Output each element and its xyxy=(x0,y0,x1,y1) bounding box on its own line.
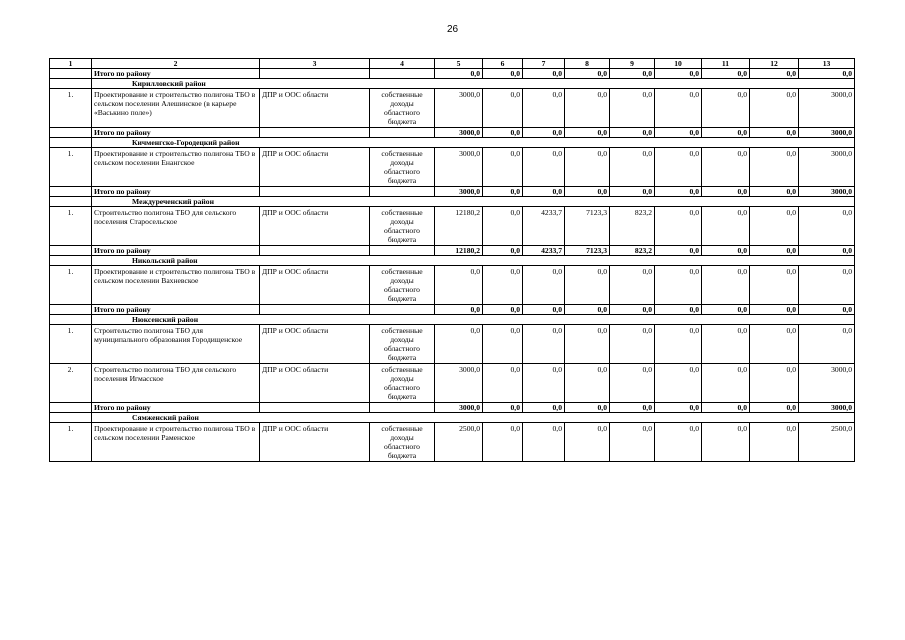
value-cell: 0,0 xyxy=(565,423,610,462)
column-header: 9 xyxy=(610,59,655,69)
value-cell: 0,0 xyxy=(655,148,702,187)
value-cell: 0,0 xyxy=(702,403,750,413)
district-header-row xyxy=(50,79,855,89)
value-cell: 0,0 xyxy=(565,266,610,305)
funding-source: собственные доходы областного бюджета xyxy=(370,148,435,187)
project-name: Проектирование и строительство полигона ТБО в сельском поселении Алешинское (в карьере «Васькино поле») xyxy=(92,89,260,128)
value-cell: 0,0 xyxy=(483,89,523,128)
funding-source xyxy=(370,69,435,79)
executor: ДПР и ООС области xyxy=(260,423,370,462)
column-header: 11 xyxy=(702,59,750,69)
value-cell: 0,0 xyxy=(565,403,610,413)
value-cell: 0,0 xyxy=(523,128,565,138)
project-name: Строительство полигона ТБО для сельского поселения Игмасское xyxy=(92,364,260,403)
project-row xyxy=(50,266,855,305)
value-cell: 0,0 xyxy=(483,305,523,315)
value-cell: 0,0 xyxy=(655,305,702,315)
executor xyxy=(260,403,370,413)
column-header: 8 xyxy=(565,59,610,69)
value-cell: 3000,0 xyxy=(799,89,855,128)
value-cell: 0,0 xyxy=(523,325,565,364)
value-cell: 2500,0 xyxy=(799,423,855,462)
funding-source: собственные доходы областного бюджета xyxy=(370,423,435,462)
total-label: Итого по району xyxy=(92,69,260,79)
total-label: Итого по району xyxy=(92,187,260,197)
value-cell: 0,0 xyxy=(799,69,855,79)
value-cell: 3000,0 xyxy=(435,89,483,128)
header-row xyxy=(50,59,855,69)
row-number xyxy=(50,403,92,413)
value-cell: 2500,0 xyxy=(435,423,483,462)
value-cell: 0,0 xyxy=(483,207,523,246)
value-cell: 3000,0 xyxy=(435,364,483,403)
total-row xyxy=(50,246,855,256)
value-cell: 0,0 xyxy=(655,187,702,197)
district-name: Никольский район xyxy=(92,256,855,266)
value-cell: 823,2 xyxy=(610,246,655,256)
district-name: Междуреченский район xyxy=(92,197,855,207)
value-cell: 0,0 xyxy=(610,403,655,413)
value-cell: 0,0 xyxy=(565,364,610,403)
value-cell: 0,0 xyxy=(750,128,799,138)
value-cell: 0,0 xyxy=(750,89,799,128)
value-cell: 3000,0 xyxy=(435,148,483,187)
value-cell: 0,0 xyxy=(610,128,655,138)
value-cell: 0,0 xyxy=(523,364,565,403)
funding-source: собственные доходы областного бюджета xyxy=(370,364,435,403)
value-cell: 3000,0 xyxy=(799,148,855,187)
funding-source: собственные доходы областного бюджета xyxy=(370,266,435,305)
value-cell: 0,0 xyxy=(610,148,655,187)
value-cell: 0,0 xyxy=(702,187,750,197)
value-cell: 0,0 xyxy=(565,305,610,315)
funding-source xyxy=(370,187,435,197)
total-row xyxy=(50,128,855,138)
value-cell: 0,0 xyxy=(750,266,799,305)
value-cell: 0,0 xyxy=(799,305,855,315)
value-cell: 0,0 xyxy=(483,148,523,187)
value-cell: 0,0 xyxy=(655,403,702,413)
executor xyxy=(260,187,370,197)
district-header-row xyxy=(50,315,855,325)
value-cell: 0,0 xyxy=(610,325,655,364)
column-header: 12 xyxy=(750,59,799,69)
value-cell: 0,0 xyxy=(483,187,523,197)
value-cell: 12180,2 xyxy=(435,246,483,256)
column-header: 4 xyxy=(370,59,435,69)
value-cell: 0,0 xyxy=(523,305,565,315)
value-cell: 0,0 xyxy=(610,364,655,403)
value-cell: 0,0 xyxy=(702,246,750,256)
value-cell: 0,0 xyxy=(483,364,523,403)
value-cell: 0,0 xyxy=(655,246,702,256)
value-cell: 0,0 xyxy=(435,266,483,305)
row-number xyxy=(50,69,92,79)
total-label: Итого по району xyxy=(92,128,260,138)
value-cell: 0,0 xyxy=(655,207,702,246)
value-cell: 3000,0 xyxy=(799,364,855,403)
value-cell: 0,0 xyxy=(702,364,750,403)
executor xyxy=(260,246,370,256)
column-header: 5 xyxy=(435,59,483,69)
executor: ДПР и ООС области xyxy=(260,266,370,305)
district-name: Сямженский район xyxy=(92,413,855,423)
value-cell: 0,0 xyxy=(702,423,750,462)
column-header: 1 xyxy=(50,59,92,69)
value-cell: 0,0 xyxy=(565,148,610,187)
funding-source: собственные доходы областного бюджета xyxy=(370,89,435,128)
value-cell: 12180,2 xyxy=(435,207,483,246)
district-cell xyxy=(50,413,92,423)
column-header: 2 xyxy=(92,59,260,69)
value-cell: 0,0 xyxy=(483,423,523,462)
row-number: 1. xyxy=(50,325,92,364)
value-cell: 0,0 xyxy=(610,423,655,462)
district-header-row xyxy=(50,138,855,148)
value-cell: 0,0 xyxy=(655,423,702,462)
value-cell: 3000,0 xyxy=(799,403,855,413)
project-row xyxy=(50,148,855,187)
funding-source xyxy=(370,128,435,138)
executor: ДПР и ООС области xyxy=(260,89,370,128)
value-cell: 7123,3 xyxy=(565,207,610,246)
value-cell: 0,0 xyxy=(750,148,799,187)
row-number: 1. xyxy=(50,89,92,128)
value-cell: 0,0 xyxy=(750,325,799,364)
value-cell: 0,0 xyxy=(565,89,610,128)
value-cell: 0,0 xyxy=(750,187,799,197)
value-cell: 0,0 xyxy=(702,325,750,364)
value-cell: 0,0 xyxy=(435,305,483,315)
district-cell xyxy=(50,315,92,325)
project-row xyxy=(50,423,855,462)
executor: ДПР и ООС области xyxy=(260,364,370,403)
value-cell: 3000,0 xyxy=(435,403,483,413)
funding-source xyxy=(370,403,435,413)
value-cell: 0,0 xyxy=(655,128,702,138)
value-cell: 0,0 xyxy=(702,305,750,315)
value-cell: 0,0 xyxy=(750,305,799,315)
district-cell xyxy=(50,138,92,148)
row-number: 1. xyxy=(50,207,92,246)
value-cell: 0,0 xyxy=(799,246,855,256)
value-cell: 0,0 xyxy=(610,305,655,315)
district-name: Нюксенский район xyxy=(92,315,855,325)
value-cell: 0,0 xyxy=(565,128,610,138)
project-name: Строительство полигона ТБО для муниципального образования Городищенское xyxy=(92,325,260,364)
page-number: 26 xyxy=(446,24,459,35)
row-number: 2. xyxy=(50,364,92,403)
value-cell: 3000,0 xyxy=(435,128,483,138)
value-cell: 0,0 xyxy=(483,128,523,138)
value-cell: 0,0 xyxy=(523,148,565,187)
total-row xyxy=(50,305,855,315)
value-cell: 0,0 xyxy=(750,364,799,403)
value-cell: 0,0 xyxy=(565,69,610,79)
budget-table xyxy=(49,58,855,462)
value-cell: 4233,7 xyxy=(523,246,565,256)
row-number: 1. xyxy=(50,148,92,187)
district-header-row xyxy=(50,197,855,207)
project-row xyxy=(50,207,855,246)
funding-source: собственные доходы областного бюджета xyxy=(370,207,435,246)
funding-source xyxy=(370,305,435,315)
value-cell: 0,0 xyxy=(565,187,610,197)
row-number xyxy=(50,305,92,315)
column-header: 10 xyxy=(655,59,702,69)
column-header: 13 xyxy=(799,59,855,69)
column-header: 3 xyxy=(260,59,370,69)
value-cell: 0,0 xyxy=(702,69,750,79)
executor: ДПР и ООС области xyxy=(260,325,370,364)
table-body xyxy=(50,69,855,462)
value-cell: 0,0 xyxy=(483,266,523,305)
district-header-row xyxy=(50,256,855,266)
value-cell: 0,0 xyxy=(483,246,523,256)
funding-source: собственные доходы областного бюджета xyxy=(370,325,435,364)
value-cell: 0,0 xyxy=(655,325,702,364)
project-name: Проектирование и строительство полигона ТБО в сельском поселении Вахневское xyxy=(92,266,260,305)
project-row xyxy=(50,89,855,128)
value-cell: 0,0 xyxy=(435,325,483,364)
value-cell: 0,0 xyxy=(799,325,855,364)
value-cell: 0,0 xyxy=(799,266,855,305)
executor: ДПР и ООС области xyxy=(260,207,370,246)
project-row xyxy=(50,325,855,364)
value-cell: 0,0 xyxy=(523,69,565,79)
value-cell: 0,0 xyxy=(523,403,565,413)
value-cell: 0,0 xyxy=(750,403,799,413)
value-cell: 0,0 xyxy=(610,187,655,197)
value-cell: 0,0 xyxy=(483,403,523,413)
total-row xyxy=(50,187,855,197)
district-cell xyxy=(50,256,92,266)
value-cell: 0,0 xyxy=(702,148,750,187)
row-number xyxy=(50,128,92,138)
value-cell: 0,0 xyxy=(702,207,750,246)
project-name: Проектирование и строительство полигона ТБО в сельском поселении Раменское xyxy=(92,423,260,462)
value-cell: 0,0 xyxy=(750,207,799,246)
row-number: 1. xyxy=(50,423,92,462)
value-cell: 0,0 xyxy=(655,266,702,305)
row-number xyxy=(50,246,92,256)
value-cell: 0,0 xyxy=(655,69,702,79)
value-cell: 3000,0 xyxy=(799,187,855,197)
district-name: Кичменгско-Городецкий район xyxy=(92,138,855,148)
row-number xyxy=(50,187,92,197)
total-row xyxy=(50,69,855,79)
executor xyxy=(260,305,370,315)
value-cell: 3000,0 xyxy=(435,187,483,197)
value-cell: 7123,3 xyxy=(565,246,610,256)
value-cell: 0,0 xyxy=(483,325,523,364)
value-cell: 0,0 xyxy=(750,69,799,79)
value-cell: 0,0 xyxy=(523,423,565,462)
district-name: Кирилловский район xyxy=(92,79,855,89)
column-header: 7 xyxy=(523,59,565,69)
district-header-row xyxy=(50,413,855,423)
value-cell: 0,0 xyxy=(565,325,610,364)
value-cell: 0,0 xyxy=(610,69,655,79)
value-cell: 0,0 xyxy=(750,246,799,256)
total-label: Итого по району xyxy=(92,305,260,315)
value-cell: 0,0 xyxy=(655,364,702,403)
value-cell: 0,0 xyxy=(750,423,799,462)
district-cell xyxy=(50,197,92,207)
district-cell xyxy=(50,79,92,89)
value-cell: 0,0 xyxy=(702,89,750,128)
value-cell: 0,0 xyxy=(610,89,655,128)
value-cell: 0,0 xyxy=(435,69,483,79)
total-label: Итого по району xyxy=(92,246,260,256)
total-row xyxy=(50,403,855,413)
value-cell: 0,0 xyxy=(799,207,855,246)
funding-source xyxy=(370,246,435,256)
value-cell: 0,0 xyxy=(523,187,565,197)
project-name: Строительство полигона ТБО для сельского поселения Старосельское xyxy=(92,207,260,246)
value-cell: 3000,0 xyxy=(799,128,855,138)
executor: ДПР и ООС области xyxy=(260,148,370,187)
value-cell: 0,0 xyxy=(610,266,655,305)
executor xyxy=(260,69,370,79)
value-cell: 4233,7 xyxy=(523,207,565,246)
column-header: 6 xyxy=(483,59,523,69)
value-cell: 0,0 xyxy=(483,69,523,79)
row-number: 1. xyxy=(50,266,92,305)
value-cell: 0,0 xyxy=(523,266,565,305)
project-name: Проектирование и строительство полигона ТБО в сельском поселении Енангское xyxy=(92,148,260,187)
value-cell: 0,0 xyxy=(702,128,750,138)
value-cell: 0,0 xyxy=(523,89,565,128)
value-cell: 823,2 xyxy=(610,207,655,246)
value-cell: 0,0 xyxy=(655,89,702,128)
total-label: Итого по району xyxy=(92,403,260,413)
executor xyxy=(260,128,370,138)
project-row xyxy=(50,364,855,403)
value-cell: 0,0 xyxy=(702,266,750,305)
